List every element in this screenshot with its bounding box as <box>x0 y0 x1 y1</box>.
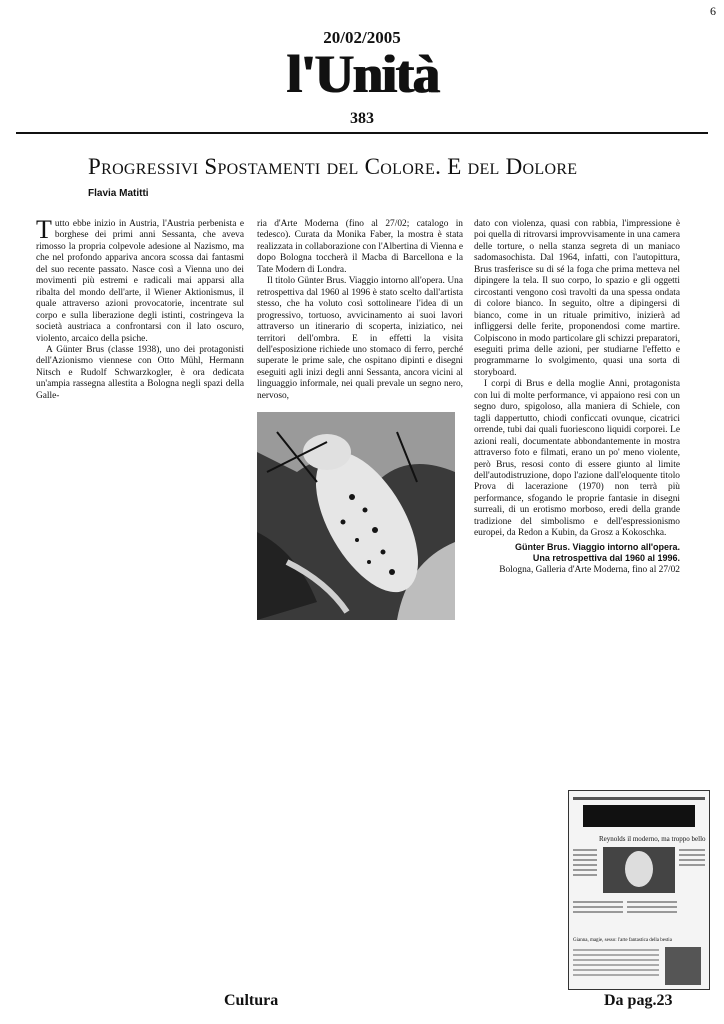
exhibition-subtitle: Una retrospettiva dal 1960 al 1996. <box>532 553 680 564</box>
paragraph: I corpi di Brus e della moglie Anni, protagonista con lui di molte performance, vi appaiono resi con un segno duro, spigoloso, alla maniera di Schiele, con tagli dappertutto, chiodi conficcati ovunque, cicatrici orrende, tubi dai quali fuoriescono liquidi corporei. Le azioni reali, documentate abbondantemente in mostra attraverso foto e filmati, erano un po' meno violente, però Brus, resosi conto di essere giunto al limite dell'autodistruzione, dopo l'azione dall'eloquente titolo Prova di lacerazione (1970) non terrà più performance, sfogando le proprie fantasie in disegni surreali, di un erotismo morboso, eredi della grande tradizione del simbolismo e dell'espressionismo europei, da Redon a Kubin, da Grosz a Kokoschka. <box>474 379 680 539</box>
thumbnail-headline: Reynolds il moderno, ma troppo bello <box>599 835 706 843</box>
issue-number: 383 <box>350 110 374 127</box>
paragraph: Il titolo Günter Brus. Viaggio intorno all'opera. Una retrospettiva dal 1960 al 1996 è stato scelto dall'artista stesso, che ha voluto così sottolineare l'idea di un progressivo, tortuoso, avvicinamento ai suoi lavori attraverso un itinerario di scoperta, iniziatico, nei territori dell'ombra. E in effetti la visita dell'esposizione richiede uno stomaco di ferro, perché superate le prime sale, che ospitano dipinti e disegni eseguiti agli inizi degli anni Sessanta, ancora vicini al linguaggio informale, nei quali prevale un segno nero, nervoso, <box>257 276 463 401</box>
article-column-2 <box>257 219 463 402</box>
article-column-1 <box>36 215 244 402</box>
article-title: Progressivi Spostamenti del Colore. E del Dolore <box>88 154 578 179</box>
article-column-3 <box>474 219 680 576</box>
article-author: Flavia Matitti <box>88 188 149 199</box>
issue-date: 20/02/2005 <box>323 28 401 47</box>
exhibition-info <box>474 542 680 577</box>
drop-cap: T <box>36 215 52 244</box>
section-label: Cultura <box>224 992 279 1009</box>
paragraph: A Günter Brus (classe 1938), uno dei protagonisti dell'Azionismo viennese con Otto Mühl, Hermann Nitsch e Rudolf Schwarzkogler, è ora dedicata un'ampia rassegna allestita a Bologna negli spazi della Galle- <box>36 344 244 401</box>
header-divider <box>16 132 708 134</box>
artwork-photo <box>257 412 455 620</box>
related-page-thumbnail <box>568 790 710 990</box>
newspaper-masthead: l'Unità <box>285 44 439 104</box>
paragraph: Tutto ebbe inizio in Austria, l'Austria perbenista e borghese dei primi anni Sessanta, che aveva rimosso la propria colpevole adesione al Nazismo, ma che nel profondo appariva ancora scossa dai fantasmi del suo recente passato. Nasce così a Vienna uno dei movimenti più estremi e radicali mai apparsi alla ribalta del mondo dell'arte, il Wiener Aktionismus, il quale attraverso azioni provocatorie, incentrate sul corpo e sulla liberazione degli istinti, costringeva la società austriaca a confrontarsi con il lato oscuro, violento, arcaico della psiche. <box>36 215 244 344</box>
paragraph: dato con violenza, quasi con rabbia, l'impressione è poi quella di ritrovarsi improvvisamente in una camera delle torture, o nella stanza segreta di un maniaco sadomasochista. Dal 1964, infatti, con l'autopittura, Brus trasferisce su di sé la foga che prima metteva nel dipingere la tela. Il suo corpo, lo spazio e gli oggetti circostanti vengono così travolti da una spessa ondata di colore bianco. In seguito, oltre a dipingersi di bianco, come in un rituale primitivo, inizierà ad infliggersi delle ferite, proponendosi come martire. Colpiscono in modo particolare gli schizzi preparatori, eseguiti prima delle azioni, per studiarne l'effetto e programmarne lo svolgimento, quasi una sorta di storyboard. <box>474 219 680 378</box>
page-number: 6 <box>710 4 716 18</box>
exhibition-venue: Bologna, Galleria d'Arte Moderna, fino al 27/02 <box>499 564 680 575</box>
paragraph: ria d'Arte Moderna (fino al 27/02; catalogo in tedesco). Curata da Monika Faber, la mostra è stata realizzata in collaborazione con l'Albertina di Vienna e dopo Bologna toccherà il Macba di Barcellona e la Tate Modern di Londra. <box>257 219 463 275</box>
page-reference: Da pag.23 <box>604 992 673 1009</box>
thumbnail-subheadline: Gianna, magie, sesso: l'arte fantastica della bestia <box>573 938 672 943</box>
exhibition-title: Günter Brus. Viaggio intorno all'opera. <box>515 541 680 552</box>
